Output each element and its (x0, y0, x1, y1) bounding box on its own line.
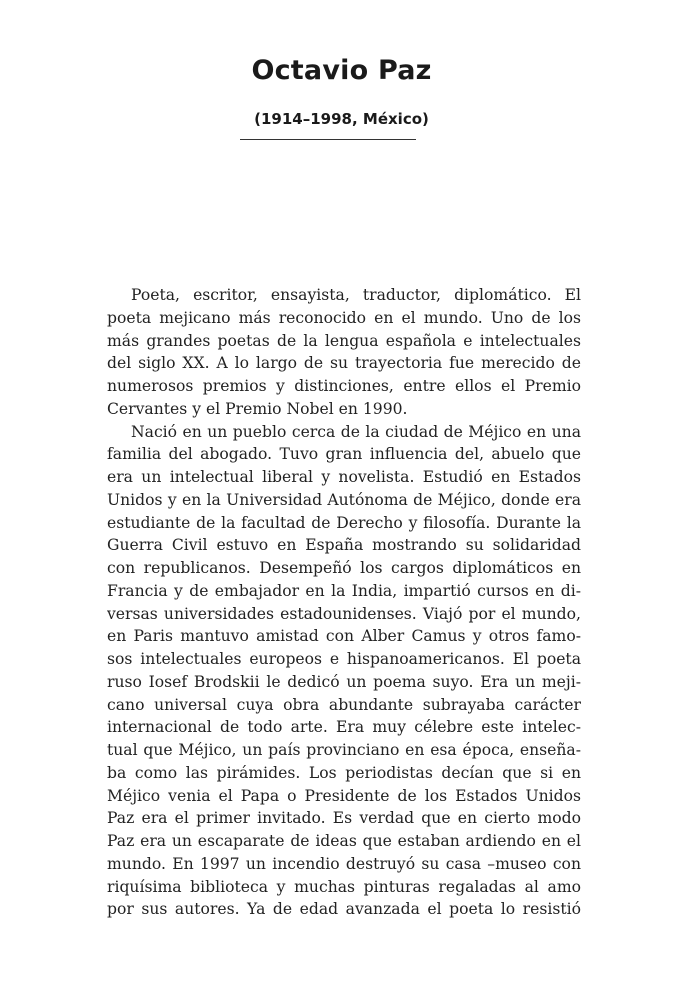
text-line: ruso Iosef Brodskii le dedicó un poema suyo. Era un meji- (107, 672, 581, 691)
text-line: riquísima biblioteca y muchas pinturas regaladas al amo (107, 877, 581, 896)
text-line: versas universidades estadounidenses. Viajó por el mundo, (107, 604, 581, 623)
text-line: Cervantes y el Premio Nobel en 1990. (107, 399, 408, 418)
text-line: Unidos y en la Universidad Autónoma de Méjico, donde era (107, 490, 581, 509)
title-divider (240, 139, 416, 140)
text-line: más grandes poetas de la lengua española e intelectuales (107, 331, 581, 350)
text-line: por sus autores. Ya de edad avanzada el poeta lo resistió (107, 900, 581, 919)
text-line: mundo. En 1997 un incendio destruyó su casa –museo con (107, 854, 581, 873)
text-line: con republicanos. Desempeñó los cargos diplomáticos en (107, 559, 581, 577)
page-subtitle: (1914–1998, México) (254, 110, 429, 128)
text-line: Paz era el primer invitado. Es verdad que en cierto modo (107, 809, 581, 828)
text-line: estudiante de la facultad de Derecho y filosofía. Durante la (107, 513, 581, 532)
text-line: ba como las pirámides. Los periodistas decían que si en (107, 763, 581, 782)
text-line: Francia y de embajador en la India, impartió cursos en di- (107, 581, 581, 600)
text-line: Nació en un pueblo cerca de la ciudad de Méjico en una (131, 422, 581, 441)
text-line: del siglo XX. A lo largo de su trayectoria fue merecido de (107, 354, 581, 373)
text-line: Méjico venia el Papa o Presidente de los Estados Unidos (107, 786, 581, 805)
body-text (107, 284, 581, 921)
text-line: en Paris mantuvo amistad con Alber Camus y otros famo- (107, 627, 581, 646)
text-line: Poeta, escritor, ensayista, traductor, diplomático. El (131, 286, 581, 304)
text-line: Paz era un escaparate de ideas que estaban ardiendo en el (107, 832, 581, 850)
text-line: era un intelectual liberal y novelista. Estudió en Estados (107, 468, 581, 486)
text-line: familia del abogado. Tuvo gran influencia del, abuelo que (107, 445, 581, 464)
page-title: Octavio Paz (251, 55, 432, 86)
text-line: internacional de todo arte. Era muy célebre este intelec- (107, 718, 581, 737)
text-line: tual que Méjico, un país provinciano en esa época, enseña- (107, 741, 581, 759)
text-line: poeta mejicano más reconocido en el mundo. Uno de los (107, 308, 581, 327)
text-line: numerosos premios y distinciones, entre ellos el Premio (107, 377, 581, 395)
text-line: sos intelectuales europeos e hispanoamericanos. El poeta (107, 650, 581, 668)
text-line: Guerra Civil estuvo en España mostrando su solidaridad (107, 536, 581, 555)
text-line: cano universal cuya obra abundante subrayaba carácter (107, 695, 581, 714)
